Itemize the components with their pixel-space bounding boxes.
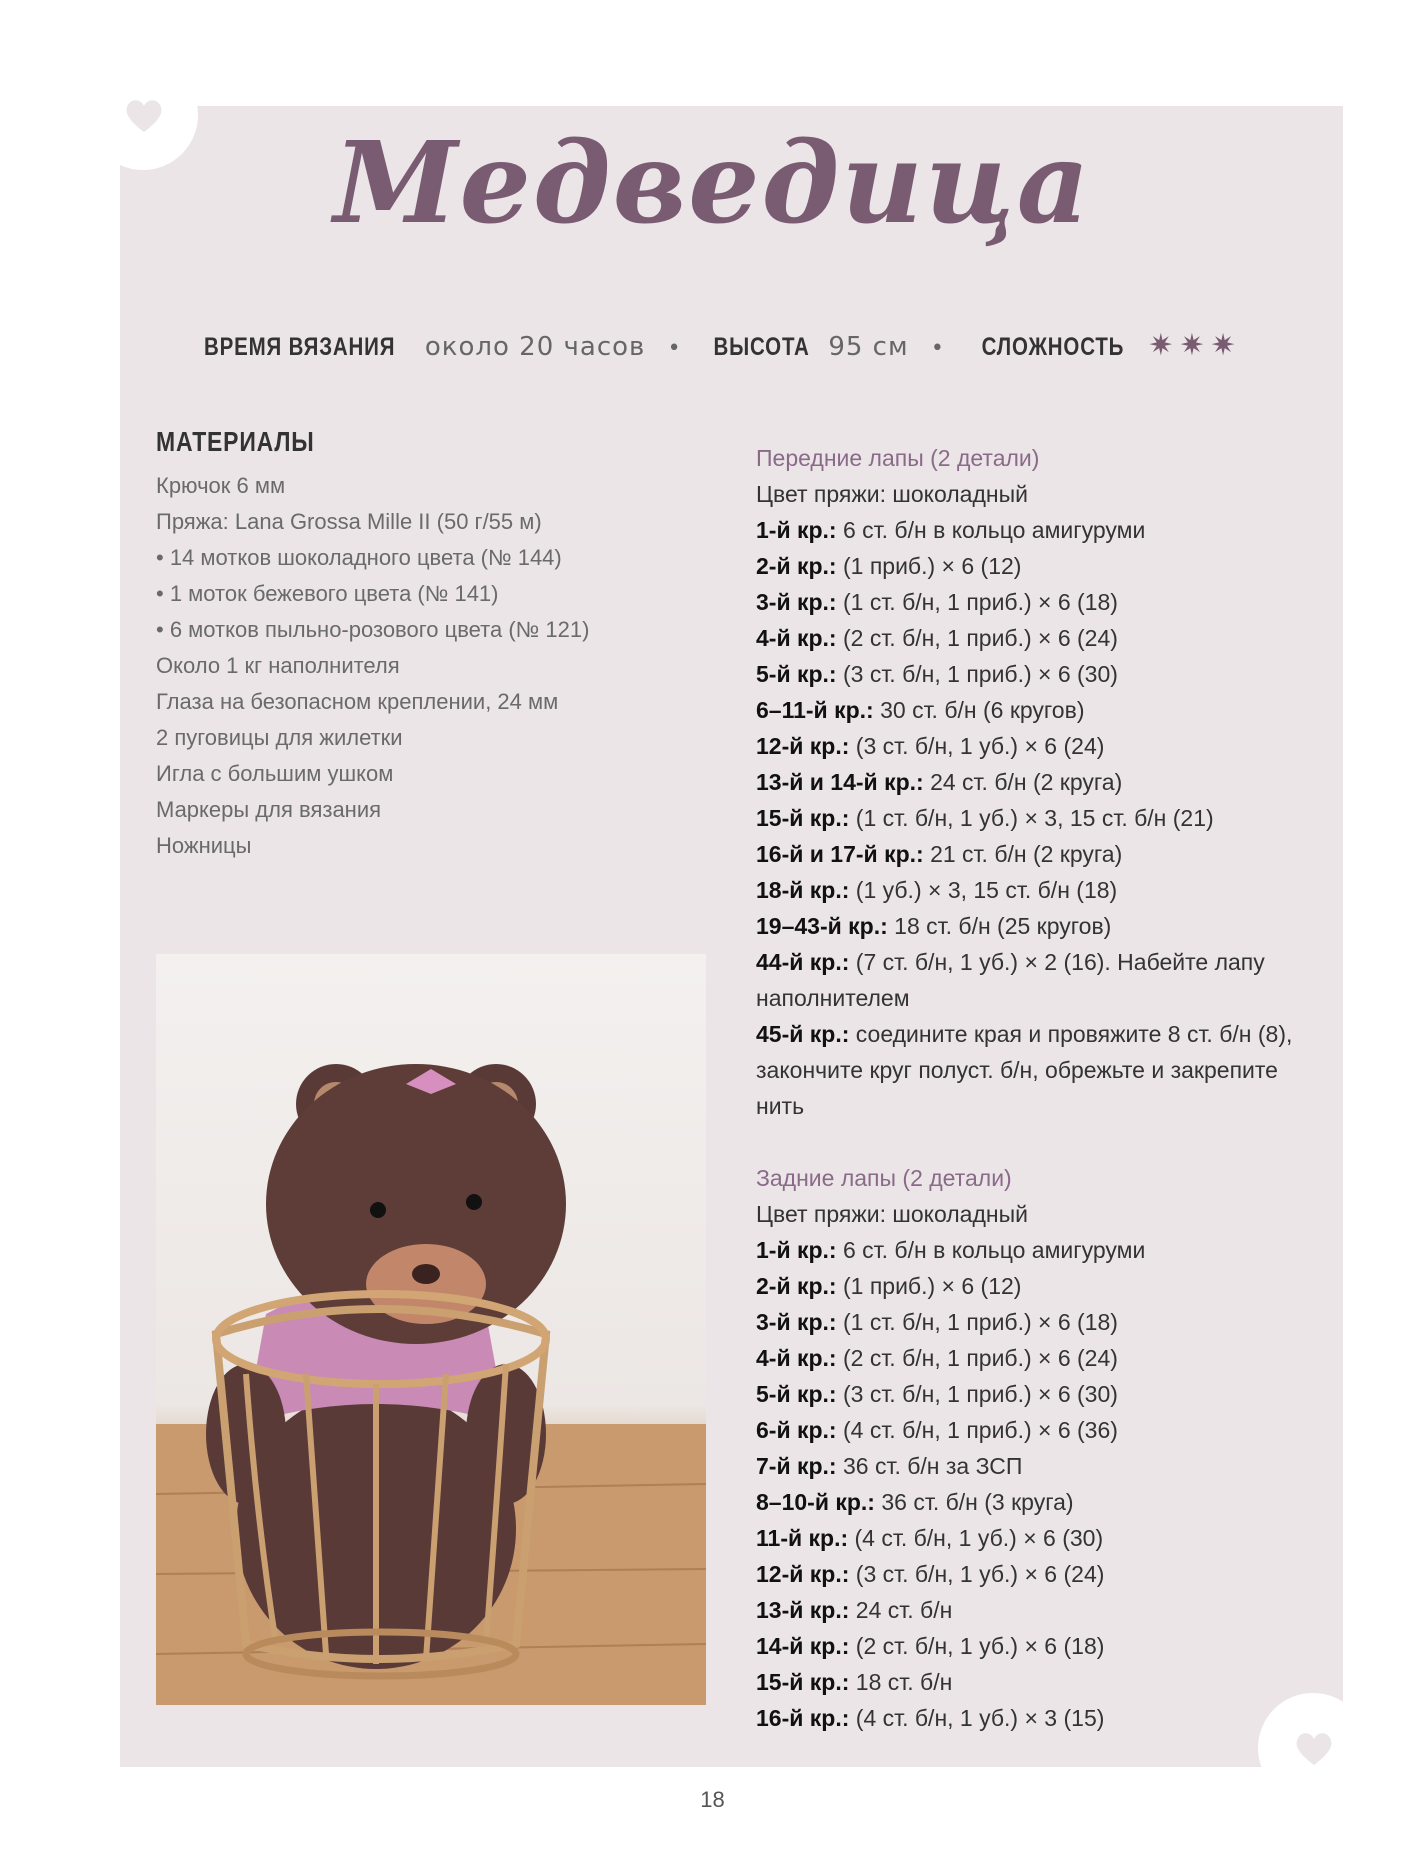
row-label: 15-й кр.: (756, 805, 850, 831)
row-text: 18 ст. б/н (25 кругов) (887, 913, 1112, 939)
front-paws-color: Цвет пряжи: шоколадный (756, 481, 1028, 507)
separator-dot: • (930, 336, 944, 361)
row-label: 6–11-й кр.: (756, 697, 874, 723)
row-text: 6 ст. б/н в кольцо амигуруми (836, 1237, 1146, 1263)
row-label: 6-й кр.: (756, 1417, 837, 1443)
materials-item: • 1 моток бежевого цвета (№ 141) (156, 581, 499, 606)
instructions-section (756, 440, 1316, 1736)
row-label: 5-й кр.: (756, 661, 837, 687)
row-label: 14-й кр.: (756, 1633, 850, 1659)
row-text: (3 ст. б/н, 1 уб.) × 6 (24) (849, 733, 1105, 759)
page-title: Медведица (333, 118, 1092, 249)
row-text: 36 ст. б/н (3 круга) (874, 1489, 1074, 1515)
row-label: 3-й кр.: (756, 1309, 837, 1335)
instruction-row (756, 1556, 1316, 1592)
difficulty-label: СЛОЖНОСТЬ (981, 333, 1125, 361)
materials-item: Пряжа: Lana Grossa Mille II (50 г/55 м) (156, 509, 542, 534)
instruction-row (756, 1412, 1316, 1448)
back-paws-heading: Задние лапы (2 детали) (756, 1165, 1012, 1191)
instruction-row (756, 656, 1316, 692)
row-label: 3-й кр.: (756, 589, 837, 615)
instruction-row (756, 692, 1316, 728)
row-text: (2 ст. б/н, 1 приб.) × 6 (24) (836, 1345, 1118, 1371)
row-label: 16-й кр.: (756, 1705, 850, 1731)
row-text: (1 приб.) × 6 (12) (836, 553, 1022, 579)
row-text: 6 ст. б/н в кольцо амигуруми (836, 517, 1146, 543)
row-label: 19–43-й кр.: (756, 913, 888, 939)
materials-title: МАТЕРИАЛЫ (156, 426, 315, 457)
row-text: соедините края и провяжите 8 ст. б/н (8), закончите круг полуст. б/н, обрежьте и закрепите нить (756, 1021, 1293, 1119)
row-label: 15-й кр.: (756, 1669, 850, 1695)
instruction-row (756, 1520, 1316, 1556)
instruction-row (756, 1340, 1316, 1376)
row-label: 4-й кр.: (756, 625, 837, 651)
materials-item: Крючок 6 мм (156, 473, 286, 498)
front-paws-rows (756, 512, 1316, 1124)
row-text: 30 ст. б/н (6 кругов) (873, 697, 1085, 723)
instruction-row (756, 1304, 1316, 1340)
row-text: (2 ст. б/н, 1 уб.) × 6 (18) (849, 1633, 1105, 1659)
row-label: 18-й кр.: (756, 877, 850, 903)
row-text: (1 ст. б/н, 1 уб.) × 3, 15 ст. б/н (21) (849, 805, 1214, 831)
row-text: 36 ст. б/н за ЗСП (836, 1453, 1023, 1479)
row-label: 12-й кр.: (756, 1561, 850, 1587)
instruction-row (756, 620, 1316, 656)
height-value: 95 см (828, 332, 909, 362)
row-text: (1 ст. б/н, 1 приб.) × 6 (18) (836, 589, 1118, 615)
separator-dot: • (667, 336, 681, 361)
instruction-row (756, 1268, 1316, 1304)
row-label: 13-й кр.: (756, 1597, 850, 1623)
difficulty-stars-icon: ✷✷✷ (1148, 328, 1242, 363)
back-paws-rows (756, 1232, 1316, 1736)
row-text: (2 ст. б/н, 1 приб.) × 6 (24) (836, 625, 1118, 651)
materials-item: Около 1 кг наполнителя (156, 653, 400, 678)
instruction-row (756, 1484, 1316, 1520)
row-label: 1-й кр.: (756, 517, 837, 543)
row-text: (4 ст. б/н, 1 уб.) × 6 (30) (848, 1525, 1104, 1551)
row-label: 1-й кр.: (756, 1237, 837, 1263)
row-text: 24 ст. б/н (2 круга) (923, 769, 1123, 795)
pattern-meta (0, 328, 1425, 363)
time-label: ВРЕМЯ ВЯЗАНИЯ (204, 333, 396, 361)
row-label: 8–10-й кр.: (756, 1489, 875, 1515)
row-text: 21 ст. б/н (2 круга) (923, 841, 1123, 867)
row-label: 12-й кр.: (756, 733, 850, 759)
materials-item: Игла с большим ушком (156, 761, 394, 786)
height-label: ВЫСОТА (713, 333, 810, 361)
instruction-row (756, 1700, 1316, 1736)
instruction-row (756, 1628, 1316, 1664)
materials-item: 2 пуговицы для жилетки (156, 725, 403, 750)
row-text: (1 ст. б/н, 1 приб.) × 6 (18) (836, 1309, 1118, 1335)
materials-item: • 14 мотков шоколадного цвета (№ 144) (156, 545, 562, 570)
time-value: около 20 часов (424, 332, 646, 362)
instruction-row (756, 1016, 1316, 1124)
instruction-row (756, 1448, 1316, 1484)
row-text: (1 уб.) × 3, 15 ст. б/н (18) (849, 877, 1118, 903)
instruction-row (756, 512, 1316, 548)
row-label: 11-й кр.: (756, 1525, 849, 1551)
row-label: 4-й кр.: (756, 1345, 837, 1371)
row-text: 24 ст. б/н (849, 1597, 953, 1623)
row-label: 7-й кр.: (756, 1453, 837, 1479)
instruction-row (756, 548, 1316, 584)
row-text: (3 ст. б/н, 1 приб.) × 6 (30) (836, 1381, 1118, 1407)
row-label: 13-й и 14-й кр.: (756, 769, 924, 795)
row-label: 45-й кр.: (756, 1021, 850, 1047)
instruction-row (756, 908, 1316, 944)
row-text: (3 ст. б/н, 1 приб.) × 6 (30) (836, 661, 1118, 687)
instruction-row (756, 1232, 1316, 1268)
heart-icon (1294, 1731, 1334, 1767)
instruction-row (756, 944, 1316, 1016)
row-text: (3 ст. б/н, 1 уб.) × 6 (24) (849, 1561, 1105, 1587)
materials-list (156, 468, 716, 864)
instruction-row (756, 728, 1316, 764)
row-label: 16-й и 17-й кр.: (756, 841, 924, 867)
instruction-row (756, 836, 1316, 872)
row-label: 2-й кр.: (756, 553, 837, 579)
materials-item: Глаза на безопасном креплении, 24 мм (156, 689, 559, 714)
row-text: (4 ст. б/н, 1 приб.) × 6 (36) (836, 1417, 1118, 1443)
row-label: 44-й кр.: (756, 949, 850, 975)
instruction-row (756, 764, 1316, 800)
row-label: 2-й кр.: (756, 1273, 837, 1299)
materials-item: Маркеры для вязания (156, 797, 382, 822)
instruction-row (756, 1376, 1316, 1412)
row-text: 18 ст. б/н (849, 1669, 953, 1695)
instruction-row (756, 1592, 1316, 1628)
materials-item: • 6 мотков пыльно-розового цвета (№ 121) (156, 617, 590, 642)
row-text: (7 ст. б/н, 1 уб.) × 2 (16). Набейте лапу наполнителем (756, 949, 1265, 1011)
row-text: (4 ст. б/н, 1 уб.) × 3 (15) (849, 1705, 1105, 1731)
materials-item: Ножницы (156, 833, 252, 858)
instruction-row (756, 584, 1316, 620)
instruction-row (756, 1664, 1316, 1700)
bear-photo (156, 954, 706, 1705)
materials-section (156, 426, 716, 864)
row-label: 5-й кр.: (756, 1381, 837, 1407)
page-number: 18 (700, 1787, 725, 1812)
front-paws-heading: Передние лапы (2 детали) (756, 445, 1040, 471)
row-text: (1 приб.) × 6 (12) (836, 1273, 1022, 1299)
instruction-row (756, 872, 1316, 908)
back-paws-color: Цвет пряжи: шоколадный (756, 1201, 1028, 1227)
instruction-row (756, 800, 1316, 836)
